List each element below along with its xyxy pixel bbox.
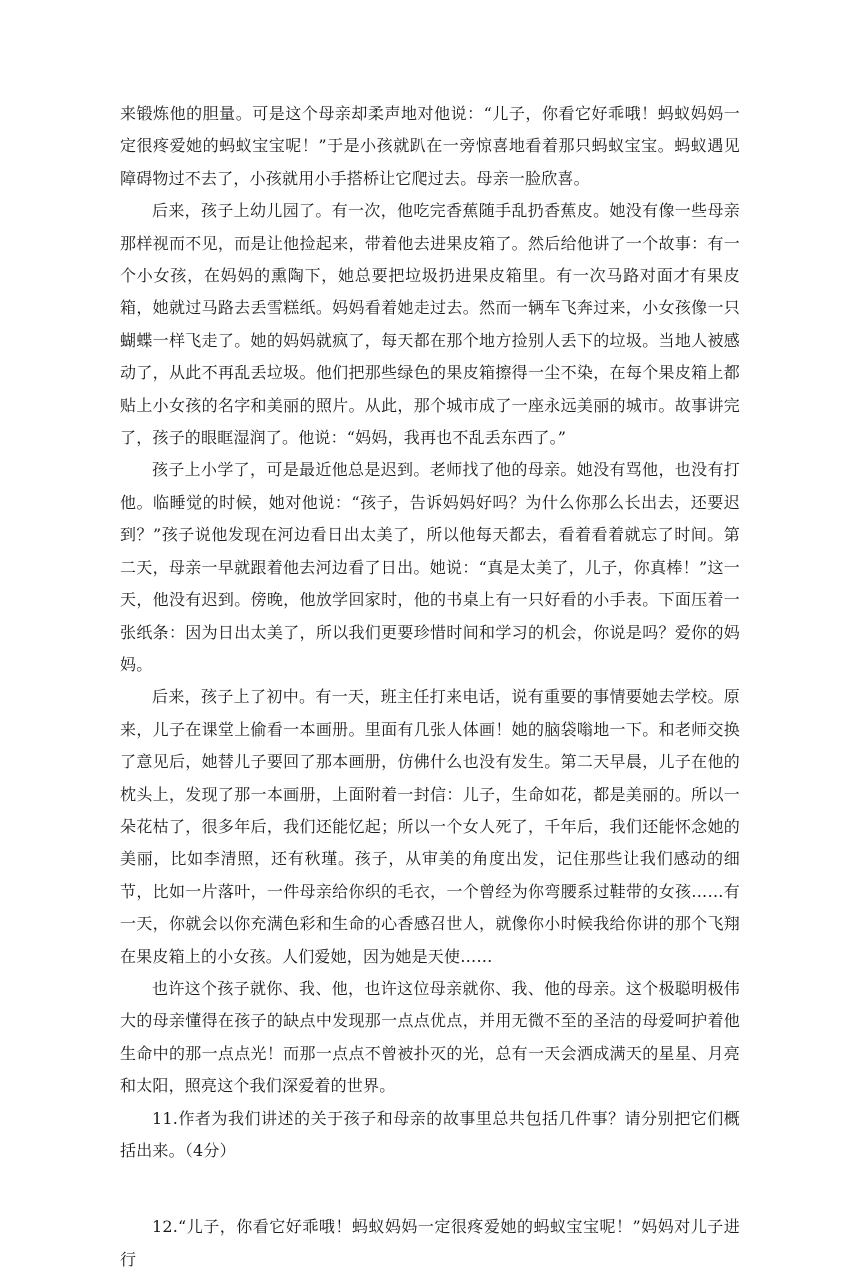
document-body [120,98,740,1276]
question-12: 12.“儿子，你看它好乖哦！蚂蚁妈妈一定很疼爱她的蚂蚁宝宝呢！”妈妈对儿子进行 [120,1217,740,1269]
paragraph-conclusion: 也许这个孩子就你、我、他，也许这位母亲就你、我、他的母亲。这个极聪明极伟大的母亲懂得在孩子的缺点中发现那一点点优点，并用无微不至的圣洁的母爱呵护着他生命中的那一点点光！而那一点点不曾被扑灭的光，总有一天会洒成满天的星星、月亮和太阳，照亮这个我们深爱着的世界。 [120,978,740,1096]
answer-space[interactable] [120,1167,740,1211]
paragraph-primary-school: 孩子上小学了，可是最近他总是迟到。老师找了他的母亲。她没有骂他，也没有打他。临睡觉的时候，她对他说：“孩子，告诉妈妈好吗？为什么你那么长出去，还要迟到？”孩子说他发现在河边看日出太美了，所以他每天都去，看着看着就忘了时间。第二天，母亲一早就跟着他去河边看了日出。她说：“真是太美了，儿子，你真棒！”这一天，他没有迟到。傍晚，他放学回家时，他的书桌上有一只好看的小手表。下面压着一张纸条：因为日出太美了，所以我们更要珍惜时间和学习的机会，你说是吗？爱你的妈妈。 [120,460,740,674]
question-11: 11.作者为我们讲述的关于孩子和母亲的故事里总共包括几件事？请分别把它们概括出来。（4分） [120,1108,740,1160]
paragraph-kindergarten: 后来，孩子上幼儿园了。有一次，他吃完香蕉随手乱扔香蕉皮。她没有像一些母亲那样视而不见，而是让他捡起来，带着他去进果皮箱了。然后给他讲了一个故事：有一个小女孩，在妈妈的熏陶下，她总要把垃圾扔进果皮箱里。有一次马路对面才有果皮箱，她就过马路去丢雪糕纸。妈妈看着她走过去。然而一辆车飞奔过来，小女孩像一只蝴蝶一样飞走了。她的妈妈就疯了，每天都在那个地方捡别人丢下的垃圾。当地人被感动了，从此不再乱丢垃圾。他们把那些绿色的果皮箱擦得一尘不染，在每个果皮箱上都贴上小女孩的名字和美丽的照片。从此，那个城市成了一座永远美丽的城市。故事讲完了，孩子的眼眶湿润了。他说：“妈妈，我再也不乱丢东西了。” [120,201,740,448]
paragraph-ant-story: 来锻炼他的胆量。可是这个母亲却柔声地对他说：“儿子，你看它好乖哦！蚂蚁妈妈一定很疼爱她的蚂蚁宝宝呢！”于是小孩就趴在一旁惊喜地看着那只蚂蚁宝宝。蚂蚁遇见障碍物过不去了，小孩就用小手搭桥让它爬过去。母亲一脸欣喜。 [120,104,740,188]
paragraph-middle-school: 后来，孩子上了初中。有一天，班主任打来电话，说有重要的事情要她去学校。原来，儿子在课堂上偷看一本画册。里面有几张人体画！她的脑袋嗡地一下。和老师交换了意见后，她替儿子要回了那本画册，仿佛什么也没有发生。第二天早晨，儿子在他的枕头上，发现了那一本画册，上面附着一封信：儿子，生命如花，都是美丽的。所以一朵花枯了，很多年后，我们还能忆起；所以一个女人死了，千年后，我们还能怀念她的美丽，比如李清照，还有秋瑾。孩子，从审美的角度出发，记住那些让我们感动的细节，比如一片落叶，一件母亲给你织的毛衣，一个曾经为你弯腰系过鞋带的女孩……有一天，你就会以你充满色彩和生命的心香感召世人，就像你小时候我给你讲的那个飞翔在果皮箱上的小女孩。人们爱她，因为她是天使…… [120,687,740,966]
